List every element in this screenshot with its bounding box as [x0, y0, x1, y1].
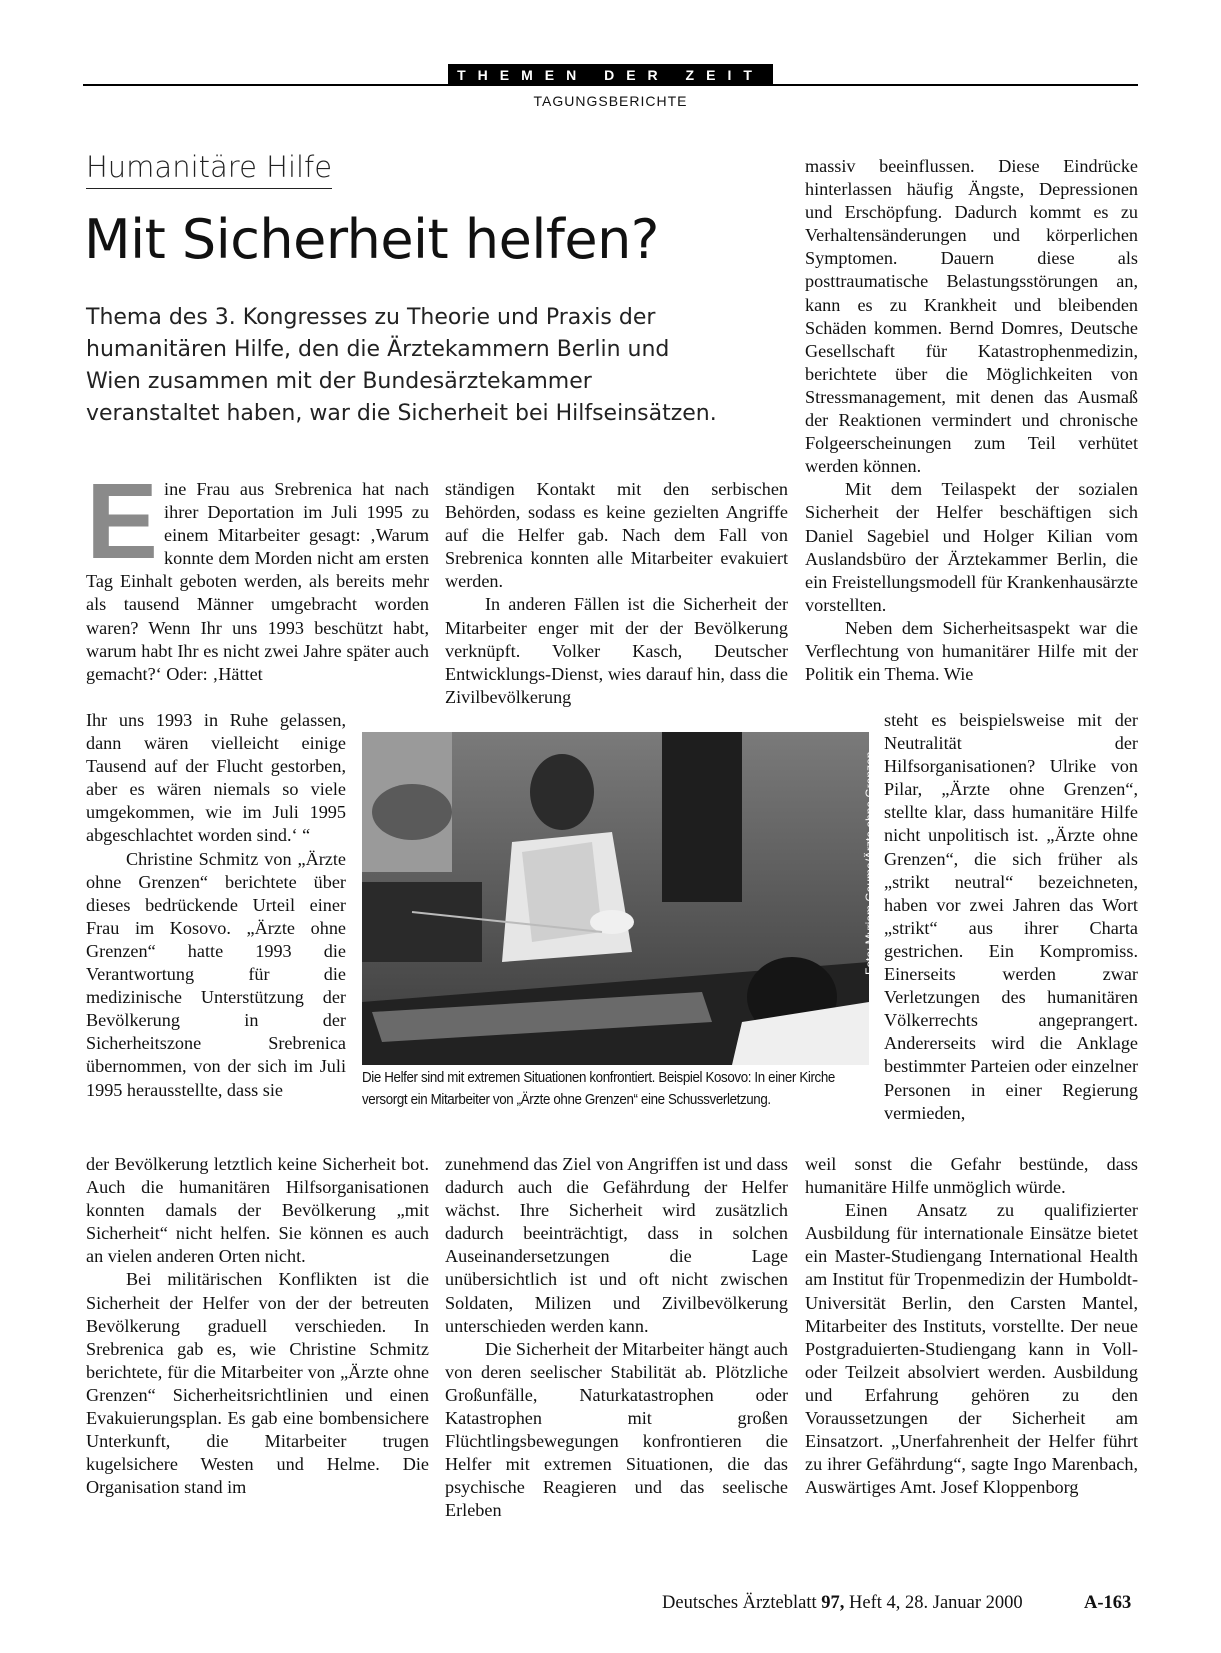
journal-name: Deutsches Ärzteblatt [662, 1593, 817, 1613]
column-1-bottom [86, 1153, 429, 1499]
paragraph: Einen Ansatz zu qualifizierter Ausbildung für internationale Einsätze bietet ein Master-Studiengang International Health am Institut für Tropenmedizin der Humboldt-Universität Berlin, den Carsten Mantel, Mitarbeiter des Instituts, vorstellte. Der neue Postgraduierten-Studiengang kann in Voll- oder Teilzeit absolviert werden. Ausbildung und Erfahrung gehören zu den Voraussetzungen der Sicherheit am Einsatzort. „Unerfahrenheit der Helfer führt zu ihrer Gefährdung“, sagte Ingo Marenbach, Auswärtiges Amt. Josef Kloppenborg [805, 1200, 1138, 1498]
paragraph: der Bevölkerung letztlich keine Sicherheit bot. Auch die humanitären Hilfsorganisationen konnten damals der Bevölkerung „mit Sicherheit“ nicht helfen. Sie können es auch an vielen anderen Orten nicht. [86, 1154, 429, 1267]
column-1-top [86, 460, 429, 686]
photo-credit: Foto: Myriam Gaume/Ärzte ohne Grenzen [863, 751, 877, 975]
paragraph: Ihr uns 1993 in Ruhe gelassen, dann wären vielleicht einige Tausend auf der Flucht gestorben, aber es wären niemals so viele umgekommen, wie im Juli 1995 abgeschlachtet worden sind.‘ “ [86, 710, 346, 846]
paragraph [86, 460, 429, 686]
column-3-bottom [805, 1153, 1138, 1499]
column-3-wrap [884, 709, 1138, 1125]
article-lead: Thema des 3. Kongresses zu Theorie und Praxis der humanitären Hilfe, den die Ärztekammern Berlin und Wien zusammen mit der Bundesärztekammer veranstaltet haben, war die Sicherheit bei Hilfseinsätzen. [86, 305, 717, 426]
paragraph: massiv beeinflussen. Diese Eindrücke hinterlassen häufig Ängste, Depressionen und Erschöpfung. Dadurch kommt es zu Verhaltensänderungen und körperlichen Symptomen. Dauern diese als posttraumatische Belastungsstörungen an, kann es zu Krankheit und bleibenden Schäden kommen. Bernd Domres, Deutsche Gesellschaft für Katastrophenmedizin, berichtete über die Möglichkeiten von Stressmanagement, mit denen das Ausmaß der Reaktionen vermindert und chronische Folgeerscheinungen zum Teil verhütet werden können. [805, 156, 1138, 477]
column-3-top [805, 155, 1138, 686]
paragraph: Mit dem Teilaspekt der sozialen Sicherheit der Helfer beschäftigen sich Daniel Sagebiel und Holger Kilian vom Auslandsbüro der Ärztekammer Berlin, die ein Freistellungsmodell für Krankenhausärzte vorstellten. [805, 479, 1138, 615]
page-number: A-163 [1084, 1593, 1132, 1613]
column-2-bottom [445, 1153, 788, 1523]
paragraph: steht es beispielsweise mit der Neutralität der Hilfsorganisationen? Ulrike von Pilar, „Ärzte ohne Grenzen“, stellte klar, dass humanitäre Hilfe nicht unpolitisch ist. „Ärzte ohne Grenzen“, die sich früher als „strikt neutral“ bezeichneten, haben vor zwei Jahren das Wort „strikt“ aus ihrer Charta gestrichen. Ein Kompromiss. Einerseits werden zwar Verletzungen des humanitären Völkerrechts angeprangert. Andererseits wird die Anklage bestimmter Parteien oder einzelner Personen in einer Regierung vermieden, [884, 710, 1139, 1123]
article-kicker: Humanitäre Hilfe [86, 150, 332, 189]
paragraph: zunehmend das Ziel von Angriffen ist und dass dadurch auch die Gefährdung der Helfer wächst. Ihre Sicherheit wird zusätzlich dadurch beeinträchtigt, dass in solchen Auseinandersetzungen die Lage unübersichtlich ist und oft nicht zwischen Soldaten, Milizen und Zivilbevölkerung unterschieden werden kann. [445, 1154, 788, 1336]
paragraph-text: ine Frau aus Srebrenica hat nach ihrer Deportation im Juli 1995 zu einem Mitarbeiter gesagt: ‚Warum konnte dem Morden nicht am ersten Tag Einhalt geboten werden, als bereits mehr als tausend Männer umgebracht worden waren? Wenn Ihr uns 1993 beschützt habt, warum habt Ihr es nicht zwei Jahre später auch gemacht?‘ Oder: ‚Hättet [86, 479, 429, 684]
paragraph: ständigen Kontakt mit den serbischen Behörden, sodass es keine gezielten Angriffe auf die Helfer gab. Nach dem Fall von Srebrenica konnten alle Mitarbeiter evakuiert werden. [445, 479, 788, 592]
photo-caption: Die Helfer sind mit extremen Situationen konfrontiert. Beispiel Kosovo: In einer Kirche versorgt ein Mitarbeiter von „Ärzte ohne Grenzen“ eine Schussverletzung. [362, 1070, 835, 1108]
drop-cap: E [86, 460, 159, 581]
paragraph: Bei militärischen Konflikten ist die Sicherheit der Helfer von der der betreuten Bevölkerung graduell verschieden. In Srebrenica gab es, wie Christine Schmitz berichtete, für die Mitarbeiter von „Ärzte ohne Grenzen“ Sicherheitsrichtlinien und einen Evakuierungsplan. Es gab eine bombensichere Unterkunft, die Mitarbeiter trugen kugelsichere Westen und Helme. Die Organisation stand im [86, 1269, 429, 1498]
footer-citation [662, 1593, 1023, 1614]
subsection-label: TAGUNGSBERICHTE [533, 93, 688, 109]
paragraph: In anderen Fällen ist die Sicherheit der Mitarbeiter enger mit der der Bevölkerung verknüpft. Volker Kasch, Deutscher Entwicklungs-Dienst, wies darauf hin, dass die Zivilbevölkerung [445, 594, 788, 707]
section-label: THEMEN DER ZEIT [448, 64, 773, 86]
journal-volume: 97, [821, 1593, 845, 1613]
journal-issue: Heft 4, 28. Januar 2000 [849, 1593, 1023, 1613]
paragraph: Die Sicherheit der Mitarbeiter hängt auch von deren seelischer Stabilität ab. Plötzliche Großunfälle, Naturkatastrophen oder Katastrophen mit großen Flüchtlingsbewegungen konfrontieren die Helfer mit extremen Situationen, die das psychische Reagieren und das seelische Erleben [445, 1338, 788, 1521]
paragraph: weil sonst die Gefahr bestünde, dass humanitäre Hilfe unmöglich würde. [805, 1154, 1138, 1198]
column-2-top [445, 478, 788, 709]
paragraph: Christine Schmitz von „Ärzte ohne Grenzen“ berichtete über dieses bedrückende Urteil einer Frau im Kosovo. „Ärzte ohne Grenzen“ hatte 1993 die Verantwortung für die medizinische Unterstützung der Bevölkerung in der Sicherheitszone Srebrenica übernommen, von der sich im Juli 1995 herausstellte, dass sie [86, 848, 346, 1100]
column-1-wrap [86, 709, 346, 1102]
paragraph: Neben dem Sicherheitsaspekt war die Verflechtung von humanitärer Hilfe mit der Politik ein Thema. Wie [805, 617, 1138, 685]
article-title: Mit Sicherheit helfen? [84, 208, 659, 271]
